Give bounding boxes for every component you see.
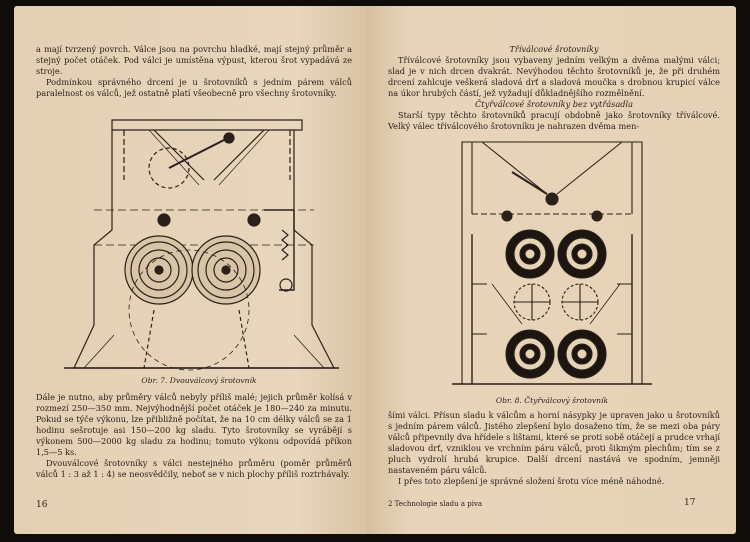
upper-left-roller	[506, 230, 554, 278]
right-paragraph-2: Starší typy těchto šrotovníků pracují obdobně jako šrotovníky tříválcové. Velký válec tříválcového šrotovníku je nahrazen dvěma men-	[388, 110, 720, 131]
right-text-bottom	[388, 410, 720, 487]
right-paragraph-4: I přes toto zlepšení je správné složení šrotu více méně náhodné.	[398, 476, 665, 486]
right-figure-caption: Obr. 8. Čtyřválcový šrotovník	[495, 396, 609, 405]
left-paragraph-4: Dvouválcové šrotovníky s válci nestejného průměru (poměr průměrů válců 1 : 3 až 1 : 4) se neosvědčily, neboť se v nich plochy příliš roztrhávaly.	[36, 458, 352, 479]
hopper-top-frame	[112, 120, 302, 130]
figure-two-roller-mill	[54, 110, 344, 376]
left-paragraph-1: a mají tvrzený povrch. Válce jsou na povrchu hladké, mají stejný průměr a stejný počet otáček. Pod válci je umístěna výpust, kterou šrot vypadává ze stroje.	[36, 44, 352, 76]
left-figure-caption: Obr. 7. Dvouválcový šrotovník	[141, 376, 257, 385]
heading-four-roller: Čtyřválcové šrotovníky bez vytřásadla	[475, 99, 633, 109]
right-roller	[192, 236, 260, 304]
right-paragraph-3: šími válci. Přísun sladu k válcům a horní násypky je upraven jako u šrotovníků s jedním párem válců. Jistého zlepšení bylo dosaženo tím, že se mezi oba páry válců připevnily dva hřídele s lištami, které se proti sobě otáčejí a prudce vrhají sladovou drť, vzniklou ve vrchním páru válců, proti šikmým plechům; tím se z pluch vydrolí hrubá krupice. Další drcení nastává ve spodním, jemněji nastaveném páru válců.	[388, 410, 720, 475]
right-page	[366, 6, 736, 534]
left-roller	[125, 236, 193, 304]
left-paragraph-3: Dále je nutno, aby průměry válců nebyly příliš malé; jejich průměr kolísá v rozmezí 250—350 mm. Nejvýhodnější počet otáček je 180—240 za minutu. Pokud se týče výkonu, lze přibližně počítat, že na 10 cm délky válců se za 1 hodinu sešrotuje asi 150—200 kg sladu. Tyto šrotovníky se vyrábějí s výkonem 500—2000 kg sladu za hodinu; tomuto výkonu odpovídá příkon 1,5—5 ks.	[36, 392, 352, 457]
left-paragraph-2: Podmínkou správného drcení je u šrotovníků s jedním párem válců paralelnost os válců, jež ostatně platí všeobecně pro všechny šrotovníky.	[36, 77, 352, 98]
lower-left-roller	[506, 330, 554, 378]
left-page	[14, 6, 366, 534]
left-page-number: 16	[36, 500, 48, 510]
right-page-number: 17	[684, 498, 696, 508]
signature-mark: 2 Technologie sladu a piva	[388, 500, 483, 508]
right-text-top	[388, 44, 720, 132]
lower-right-roller	[558, 330, 606, 378]
left-text-bottom	[36, 392, 352, 480]
left-text-top	[36, 44, 352, 99]
right-paragraph-1: Tříválcové šrotovníky jsou vybaveny jedním velkým a dvěma malými válci; slad je v nich drcen dvakrát. Nevýhodou těchto šrotovníků je, že při druhém drcení zahlcuje veškerá sladová drť a sladová moučka s drobnou krupicí válce na úkor hrubých částí, jež vyžadují důkladnějšího rozmělnění.	[388, 55, 720, 98]
upper-right-roller	[558, 230, 606, 278]
heading-three-roller: Tříválcové šrotovníky	[509, 44, 599, 54]
figure-four-roller-mill	[452, 134, 652, 396]
